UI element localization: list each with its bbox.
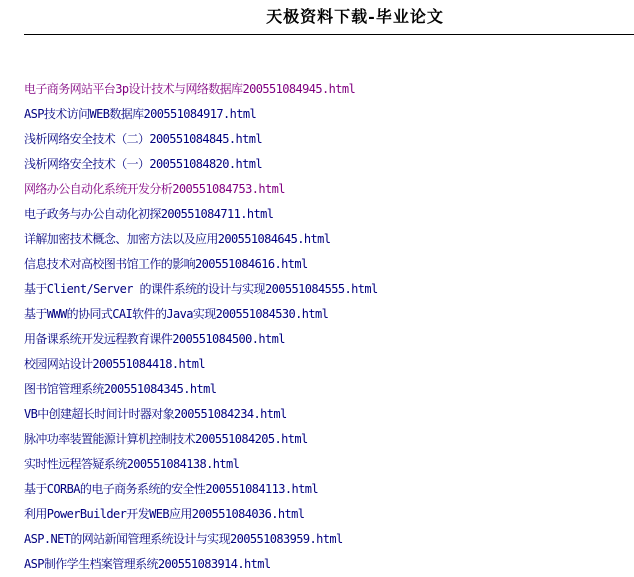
- list-item: [24, 300, 378, 325]
- document-link[interactable]: 基于CORBA的电子商务系统的安全性200551084113.html: [24, 482, 318, 496]
- document-link[interactable]: 浅析网络安全技术（一）200551084820.html: [24, 157, 263, 171]
- document-link[interactable]: 利用PowerBuilder开发WEB应用200551084036.html: [24, 507, 305, 521]
- list-item: [24, 250, 378, 275]
- list-item: [24, 200, 378, 225]
- list-item: [24, 175, 378, 200]
- document-link[interactable]: ASP制作学生档案管理系统200551083914.html: [24, 557, 271, 571]
- document-link[interactable]: 基于Client/Server 的课件系统的设计与实现200551084555.html: [24, 282, 378, 296]
- document-link[interactable]: 校园网站设计200551084418.html: [24, 357, 206, 371]
- list-item: [24, 350, 378, 375]
- list-item: [24, 75, 378, 100]
- list-item: [24, 375, 378, 400]
- list-item: [24, 550, 378, 575]
- document-link[interactable]: 浅析网络安全技术（二）200551084845.html: [24, 132, 263, 146]
- list-item: [24, 400, 378, 425]
- document-link[interactable]: 脉冲功率装置能源计算机控制技术200551084205.html: [24, 432, 308, 446]
- document-link[interactable]: 用备课系统开发远程教育课件200551084500.html: [24, 332, 285, 346]
- document-link[interactable]: VB中创建超长时间计时器对象200551084234.html: [24, 407, 287, 421]
- document-link[interactable]: 实时性远程答疑系统200551084138.html: [24, 457, 240, 471]
- page-title: 天极资料下载-毕业论文: [266, 7, 444, 26]
- document-link[interactable]: 详解加密技术概念、加密方法以及应用200551084645.html: [24, 232, 331, 246]
- list-item: [24, 450, 378, 475]
- list-item: [24, 325, 378, 350]
- list-item: [24, 100, 378, 125]
- list-item: [24, 150, 378, 175]
- document-link[interactable]: 图书馆管理系统200551084345.html: [24, 382, 217, 396]
- list-item: [24, 125, 378, 150]
- document-link[interactable]: 电子政务与办公自动化初探200551084711.html: [24, 207, 274, 221]
- document-link[interactable]: 信息技术对高校图书馆工作的影响200551084616.html: [24, 257, 308, 271]
- list-item: [24, 525, 378, 550]
- list-item: [24, 225, 378, 250]
- list-item: [24, 275, 378, 300]
- title-divider: [24, 34, 634, 35]
- document-link[interactable]: ASP技术访问WEB数据库200551084917.html: [24, 107, 257, 121]
- document-link[interactable]: 电子商务网站平台3p设计技术与网络数据库200551084945.html: [24, 82, 356, 96]
- document-link[interactable]: ASP.NET的网站新闻管理系统设计与实现200551083959.html: [24, 532, 343, 546]
- list-item: [24, 425, 378, 450]
- document-link-list: [24, 75, 378, 575]
- list-item: [24, 500, 378, 525]
- document-link[interactable]: 网络办公自动化系统开发分析200551084753.html: [24, 182, 285, 196]
- list-item: [24, 475, 378, 500]
- document-link[interactable]: 基于WWW的协同式CAI软件的Java实现200551084530.html: [24, 307, 329, 321]
